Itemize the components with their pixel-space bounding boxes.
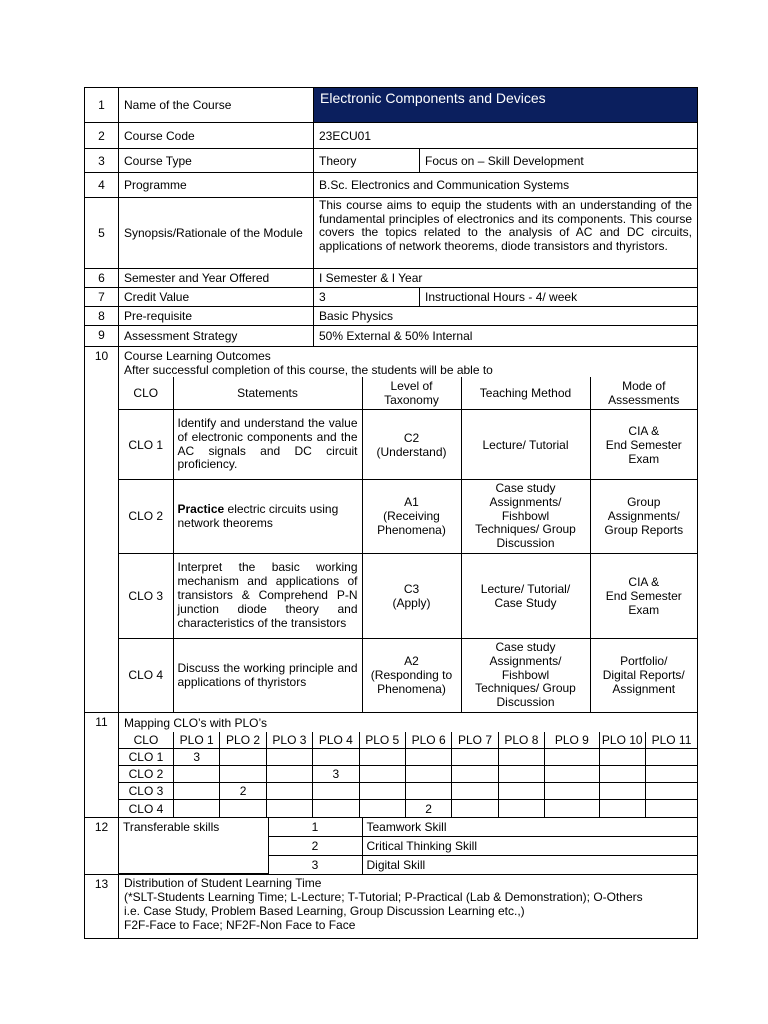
mapping-clo-cell: CLO 3 [119,783,173,800]
mapping-value-cell [266,783,312,800]
row-programme [85,173,698,198]
mapping-row [119,766,697,783]
mapping-row [119,800,697,817]
mapping-value-cell [452,800,498,817]
mapping-header-cell: PLO 4 [313,732,359,749]
mapping-value-cell [452,749,498,766]
course-title: Electronic Components and Devices [314,88,698,123]
synopsis-value: This course aims to equip the students with an understanding of the fundamental principles of electronics and its components. This course covers the topics related to the analysis of AC and DC circuits, applications of network theorems, diode transistors and thyristors. [314,198,698,269]
row-number: 12 [85,817,119,875]
mapping-value-cell [220,766,266,783]
mapping-header-cell: PLO 11 [645,732,697,749]
mapping-value-cell [599,749,645,766]
clo-level: C3 (Apply) [362,553,461,638]
field-label: Credit Value [119,288,314,307]
row-number: 6 [85,269,119,288]
clo-id: CLO 3 [119,553,173,638]
row-number: 2 [85,123,119,149]
skill-number: 1 [268,818,362,837]
mapping-value-cell [266,749,312,766]
semester-value: I Semester & I Year [314,269,698,288]
clo-row [119,410,697,480]
skills-table [119,818,697,875]
mapping-header-cell: PLO 10 [599,732,645,749]
clo-teaching-method: Case study Assignments/ Fishbowl Techniques/ Group Discussion [461,638,590,711]
clo-level: A2 (Responding to Phenomena) [362,638,461,711]
row-number: 8 [85,307,119,326]
row-credit [85,288,698,307]
mapping-header-cell: PLO 2 [220,732,266,749]
field-label: Synopsis/Rationale of the Module [119,198,314,269]
mapping-row [119,749,697,766]
mapping-value-cell [545,766,599,783]
course-document [84,87,697,939]
mapping-value-cell [645,766,697,783]
header-mode: Mode of Assessments [590,377,697,410]
row-number: 5 [85,198,119,269]
skill-name: Teamwork Skill [362,818,697,837]
clo-table [119,377,697,712]
row-mapping [85,712,698,817]
mapping-value-cell [498,766,544,783]
mapping-section [119,712,698,817]
field-label: Semester and Year Offered [119,269,314,288]
mapping-value-cell [645,783,697,800]
skill-name: Digital Skill [362,855,697,874]
row-course-name [85,88,698,123]
mapping-value-cell [359,766,405,783]
field-label: Programme [119,173,314,198]
mapping-value-cell: 2 [220,783,266,800]
clo-teaching-method: Lecture/ Tutorial/ Case Study [461,553,590,638]
clo-mode: CIA & End Semester Exam [590,410,697,480]
mapping-value-cell [405,749,451,766]
mapping-value-cell [313,800,359,817]
clo-row [119,480,697,554]
mapping-header-cell: PLO 3 [266,732,312,749]
row-number: 3 [85,149,119,173]
row-number: 11 [85,712,119,817]
slt-line: i.e. Case Study, Problem Based Learning, Group Discussion Learning etc.,) [124,904,525,919]
skills-section [119,817,698,875]
mapping-value-cell: 3 [173,749,219,766]
mapping-title: Mapping CLO’s with PLO’s [124,715,267,730]
mapping-clo-cell: CLO 2 [119,766,173,783]
mapping-value-cell [359,800,405,817]
row-number: 10 [85,347,119,713]
clo-teaching-method: Lecture/ Tutorial [461,410,590,480]
row-number: 9 [85,326,119,347]
mapping-header-cell: PLO 5 [359,732,405,749]
row-course-type [85,149,698,173]
prerequisite-value: Basic Physics [314,307,698,326]
course-type-value: Theory [314,149,420,173]
mapping-value-cell [452,766,498,783]
header-clo: CLO [119,377,173,410]
mapping-value-cell: 2 [405,800,451,817]
mapping-value-cell [545,800,599,817]
header-teaching-method: Teaching Method [461,377,590,410]
row-synopsis [85,198,698,269]
mapping-value-cell [405,766,451,783]
mapping-value-cell [545,749,599,766]
mapping-header-cell: CLO [119,732,173,749]
mapping-value-cell [313,749,359,766]
course-table [84,87,698,939]
skill-name: Critical Thinking Skill [362,836,697,855]
slt-section [119,875,698,939]
mapping-value-cell [313,783,359,800]
mapping-value-cell [173,800,219,817]
field-label: Name of the Course [119,88,314,123]
mapping-value-cell [405,783,451,800]
clo-table-header [119,377,697,410]
mapping-header-cell: PLO 7 [452,732,498,749]
mapping-header-row [119,732,697,749]
mapping-value-cell [645,800,697,817]
row-semester [85,269,698,288]
row-prerequisite [85,307,698,326]
clo-row [119,638,697,711]
clo-id: CLO 4 [119,638,173,711]
row-clo-section [85,347,698,713]
mapping-value-cell [359,783,405,800]
header-level: Level of Taxonomy [362,377,461,410]
clo-statement: Interpret the basic working mechanism and applications of transistors & Comprehend P-N junction diode theory and characteristics of the transistors [173,553,362,638]
row-number: 1 [85,88,119,123]
row-assessment [85,326,698,347]
clo-section [119,347,698,713]
row-number: 13 [85,875,119,939]
course-code-value: 23ECU01 [314,123,698,149]
mapping-value-cell [220,749,266,766]
field-label: Assessment Strategy [119,326,314,347]
clo-teaching-method: Case study Assignments/ Fishbowl Techniques/ Group Discussion [461,480,590,554]
row-skills [85,817,698,875]
field-label: Course Code [119,123,314,149]
mapping-clo-cell: CLO 1 [119,749,173,766]
mapping-value-cell: 3 [313,766,359,783]
skills-title: Transferable skills [119,818,268,874]
mapping-value-cell [173,783,219,800]
mapping-value-cell [599,783,645,800]
skill-number: 3 [268,855,362,874]
row-number: 4 [85,173,119,198]
mapping-value-cell [220,800,266,817]
field-label: Pre-requisite [119,307,314,326]
mapping-header-cell: PLO 8 [498,732,544,749]
mapping-header-cell: PLO 9 [545,732,599,749]
mapping-clo-cell: CLO 4 [119,800,173,817]
mapping-value-cell [266,766,312,783]
clo-statement: Discuss the working principle and applications of thyristors [173,638,362,711]
mapping-value-cell [545,783,599,800]
clo-mode: Group Assignments/ Group Reports [590,480,697,554]
row-number: 7 [85,288,119,307]
slt-line: (*SLT-Students Learning Time; L-Lecture; T-Tutorial; P-Practical (Lab & Demonstration); O-Others [124,890,643,905]
row-course-code [85,123,698,149]
credit-value: 3 [314,288,420,307]
clo-id: CLO 1 [119,410,173,480]
mapping-value-cell [498,800,544,817]
mapping-table [119,732,697,817]
slt-line: F2F-Face to Face; NF2F-Non Face to Face [124,918,356,933]
mapping-value-cell [452,783,498,800]
skill-number: 2 [268,836,362,855]
programme-value: B.Sc. Electronics and Communication Systems [314,173,698,198]
clo-statement: Practice electric circuits using network theorems [173,480,362,554]
clo-level: C2 (Understand) [362,410,461,480]
row-slt [85,875,698,939]
clo-level: A1 (Receiving Phenomena) [362,480,461,554]
clo-statement: Identify and understand the value of electronic components and the AC signals and DC circuit proficiency. [173,410,362,480]
mapping-value-cell [599,766,645,783]
mapping-value-cell [266,800,312,817]
clo-section-subtitle: After successful completion of this course, the students will be able to [124,363,493,377]
mapping-header-cell: PLO 6 [405,732,451,749]
mapping-value-cell [498,783,544,800]
slt-line: Distribution of Student Learning Time [124,876,322,891]
mapping-row [119,783,697,800]
mapping-value-cell [173,766,219,783]
clo-mode: CIA & End Semester Exam [590,553,697,638]
clo-mode: Portfolio/ Digital Reports/ Assignment [590,638,697,711]
field-label: Course Type [119,149,314,173]
mapping-value-cell [498,749,544,766]
mapping-value-cell [359,749,405,766]
assessment-value: 50% External & 50% Internal [314,326,698,347]
header-statements: Statements [173,377,362,410]
mapping-value-cell [645,749,697,766]
clo-row [119,553,697,638]
mapping-header-cell: PLO 1 [173,732,219,749]
skill-row [119,818,697,837]
mapping-value-cell [599,800,645,817]
instructional-hours-value: Instructional Hours - 4/ week [420,288,698,307]
clo-id: CLO 2 [119,480,173,554]
clo-section-title: Course Learning Outcomes [124,349,271,363]
course-focus-value: Focus on – Skill Development [420,149,698,173]
